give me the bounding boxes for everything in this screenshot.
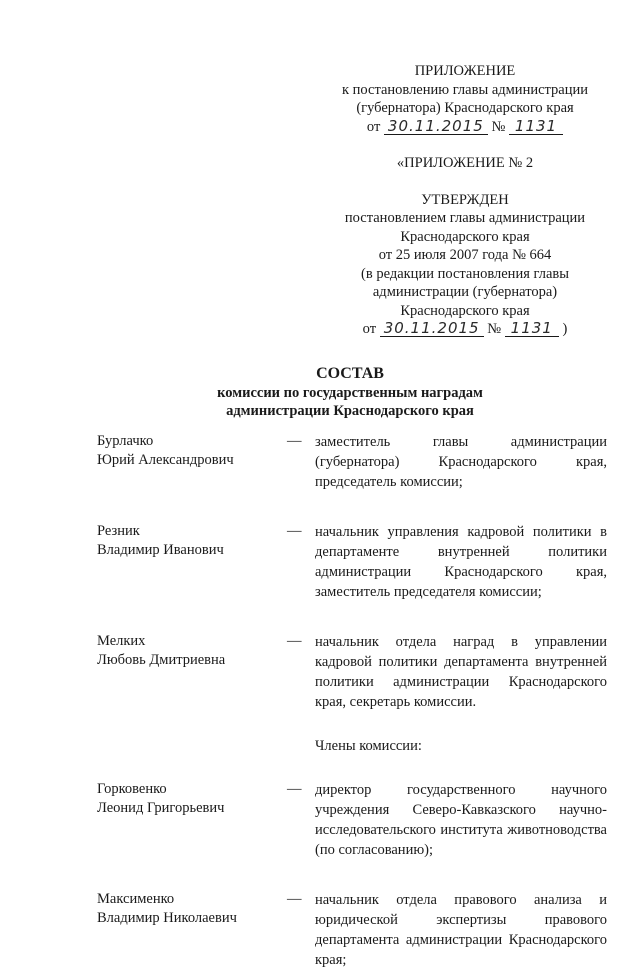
date-prefix: от [366,118,381,135]
member-row [97,890,607,970]
member-surname: Резник [97,523,140,539]
approved-title: УТВЕРЖДЕН [421,191,509,208]
composition-title: СОСТАВ [316,365,384,382]
handwritten-date: 30.11.2015 [380,320,484,337]
member-given-names: Леонид Григорьевич [97,799,225,816]
appendix-date-line [300,118,630,137]
member-surname: Бурлачко [97,433,154,449]
member-given-names: Владимир Иванович [97,541,224,558]
member-row [97,632,607,712]
dash-separator: — [287,433,302,449]
member-surname: Мелких [97,633,146,649]
approved-line-2: Краснодарского края [400,228,530,245]
dash-separator: — [287,523,302,539]
date-prefix: от [362,321,377,337]
member-surname: Горковенко [97,781,167,797]
composition-subtitle-2: администрации Краснодарского края [226,403,474,419]
dash-separator: — [287,633,302,649]
closing-paren: ) [562,321,568,337]
member-position: начальник отдела правового анализа и юридической экспертизы правового департамента администрации Краснодарского края; [315,892,607,968]
approved-line-3: от 25 июля 2007 года № 664 [378,247,552,263]
composition-title-block [60,364,640,420]
appendix-line-1: к постановлению главы администрации [341,81,589,98]
member-row [97,780,607,860]
approved-date-line [300,320,630,339]
composition-subtitle-1: комиссии по государственным наградам [217,385,483,401]
appendix-line-2: (губернатора) Краснодарского края [356,100,574,116]
member-position: начальник отдела наград в управлении кадровой политики департамента внутренней политики администрации Краснодарского края, секретарь комиссии. [315,634,607,710]
appendix-title: ПРИЛОЖЕНИЕ [414,63,516,79]
handwritten-date: 30.11.2015 [384,118,488,135]
member-position: заместитель главы администрации (губернатора) Краснодарского края, председатель комиссии; [315,434,607,490]
member-surname: Максименко [97,891,175,907]
member-name [97,890,287,927]
member-position: директор государственного научного учреждения Северо-Кавказского научно-исследовательского института животноводства (по согласованию); [315,782,607,858]
approved-block [300,191,630,339]
member-row [97,522,607,602]
member-row [97,432,607,492]
member-name [97,522,287,559]
member-name [97,632,287,669]
members-section-label: Члены комиссии: [315,738,422,754]
member-given-names: Любовь Дмитриевна [97,651,226,668]
appendix-header [300,62,630,339]
handwritten-number: 1131 [509,118,563,135]
member-position: начальник управления кадровой политики в департаменте внутренней политики администрации Краснодарского края, заместитель председателя комиссии; [315,524,607,600]
dash-separator: — [287,781,302,797]
member-name [97,780,287,817]
approved-line-6: Краснодарского края [400,302,530,319]
approved-line-5: администрации (губернатора) [372,284,558,300]
handwritten-number: 1131 [505,320,559,337]
members-list [97,432,607,970]
member-name [97,432,287,469]
approved-line-1: постановлением главы администрации [344,210,586,226]
member-given-names: Юрий Александрович [97,451,234,468]
member-given-names: Владимир Николаевич [97,909,237,926]
number-prefix: № [491,118,506,135]
appendix-2-title: «ПРИЛОЖЕНИЕ № 2 [396,155,534,171]
approved-line-4: (в редакции постановления главы [361,265,569,282]
dash-separator: — [287,891,302,907]
number-prefix: № [487,321,502,337]
